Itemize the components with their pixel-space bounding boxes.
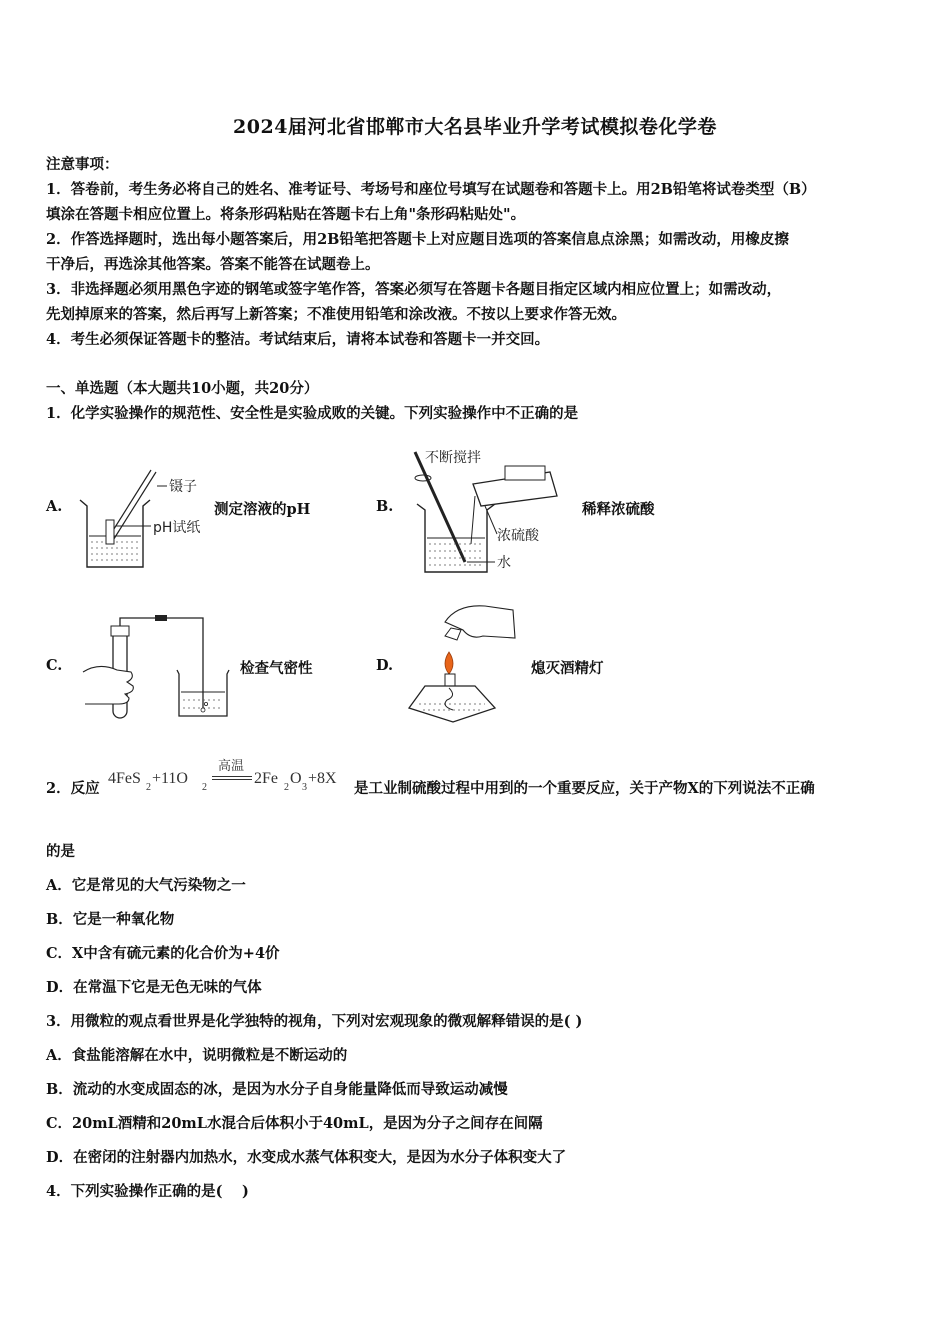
ph-test-figure [75, 462, 215, 574]
eq-sub: 3 [302, 782, 307, 793]
notice-line: 2．作答选择题时，选出每小题答案后，用2B铅笔把答题卡上对应题目选项的答案信息点涂黑；如需改动，用橡皮擦 [46, 231, 789, 248]
q2-option-d: D．在常温下它是无色无味的气体 [46, 979, 262, 996]
notice-line: 1．答卷前，考生务必将自己的姓名、准考证号、考场号和座位号填写在试题卷和答题卡上。用2B铅笔将试卷类型（B） [46, 181, 816, 198]
question-2-stem: 是工业制硫酸过程中用到的一个重要反应，关于产物X的下列说法不正确 [354, 780, 815, 797]
eq-product-2: +8X [308, 770, 337, 787]
notice-line: 填涂在答题卡相应位置上。将条形码粘贴在答题卡右上角"条形码粘贴处"。 [46, 206, 526, 223]
eq-condition: 高温 [218, 758, 245, 773]
fig-label-water: 水 [497, 555, 511, 571]
q2-option-a: A．它是常见的大气污染物之一 [46, 877, 246, 894]
question-2-prefix: 2．反应 [46, 780, 100, 797]
notice-line: 干净后，再选涂其他答案。答案不能答在试题卷上。 [46, 256, 380, 273]
q1-option-d-label: 熄灭酒精灯 [531, 660, 604, 677]
notice-heading: 注意事项： [46, 156, 119, 173]
alcohol-lamp-figure [405, 600, 525, 726]
notice-line: 先划掉原来的答案，然后再写上新答案；不准使用铅笔和涂改液。不按以上要求作答无效。 [46, 306, 626, 323]
q2-option-b: B．它是一种氧化物 [46, 911, 175, 928]
section-heading: 一、单选题（本大题共10小题，共20分） [46, 380, 319, 397]
fig-label-ph-paper: pH试纸 [153, 520, 201, 536]
question-1-stem: 1．化学实验操作的规范性、安全性是实验成败的关键。下列实验操作中不正确的是 [46, 405, 579, 422]
q3-option-c: C．20mL酒精和20mL水混合后体积小于40mL，是因为分子之间存在间隔 [46, 1115, 543, 1132]
q1-option-b-letter: B. [376, 498, 394, 515]
reaction-equation [108, 758, 354, 808]
fig-label-tweezers: 镊子 [169, 479, 197, 495]
question-4-stem: 4．下列实验操作正确的是( ) [46, 1183, 249, 1200]
airtight-check-figure [75, 612, 235, 724]
eq-sub: 2 [202, 782, 207, 793]
notice-line: 3．非选择题必须用黑色字迹的钢笔或签字笔作答，答案必须写在答题卡各题目指定区域内相应位置上；如需改动， [46, 281, 782, 298]
question-2-stem-end: 的是 [46, 843, 75, 860]
q3-option-b: B．流动的水变成固态的冰，是因为水分子自身能量降低而导致运动减慢 [46, 1081, 508, 1098]
q1-option-d-letter: D. [376, 657, 394, 674]
eq-product-1-o: O [290, 770, 302, 787]
dilute-acid-figure [405, 444, 565, 578]
q1-option-a-letter: A. [46, 498, 63, 515]
fig-label-stir: 不断搅拌 [425, 450, 481, 466]
q1-option-c-letter: C. [46, 657, 63, 674]
page-title: 2024届河北省邯郸市大名县毕业升学考试模拟卷化学卷 [233, 116, 717, 138]
eq-sub: 2 [146, 782, 151, 793]
q1-option-b-label: 稀释浓硫酸 [582, 501, 655, 518]
notice-line: 4．考生必须保证答题卡的整洁。考试结束后，请将本试卷和答题卡一并交回。 [46, 331, 550, 348]
eq-sub: 2 [284, 782, 289, 793]
eq-reactant-2: +11O [152, 770, 188, 787]
q1-option-c-label: 检查气密性 [240, 660, 313, 677]
fig-label-conc-acid: 浓硫酸 [497, 528, 539, 544]
question-3-stem: 3．用微粒的观点看世界是化学独特的视角，下列对宏观现象的微观解释错误的是( ) [46, 1013, 583, 1030]
q2-option-c: C．X中含有硫元素的化合价为+4价 [46, 945, 280, 962]
eq-product-1: 2Fe [254, 770, 278, 787]
eq-reactant-1: 4FeS [108, 770, 141, 787]
q3-option-d: D．在密闭的注射器内加热水，水变成水蒸气体积变大，是因为水分子体积变大了 [46, 1149, 567, 1166]
q3-option-a: A．食盐能溶解在水中，说明微粒是不断运动的 [46, 1047, 348, 1064]
q1-option-a-label: 测定溶液的pH [214, 501, 311, 518]
